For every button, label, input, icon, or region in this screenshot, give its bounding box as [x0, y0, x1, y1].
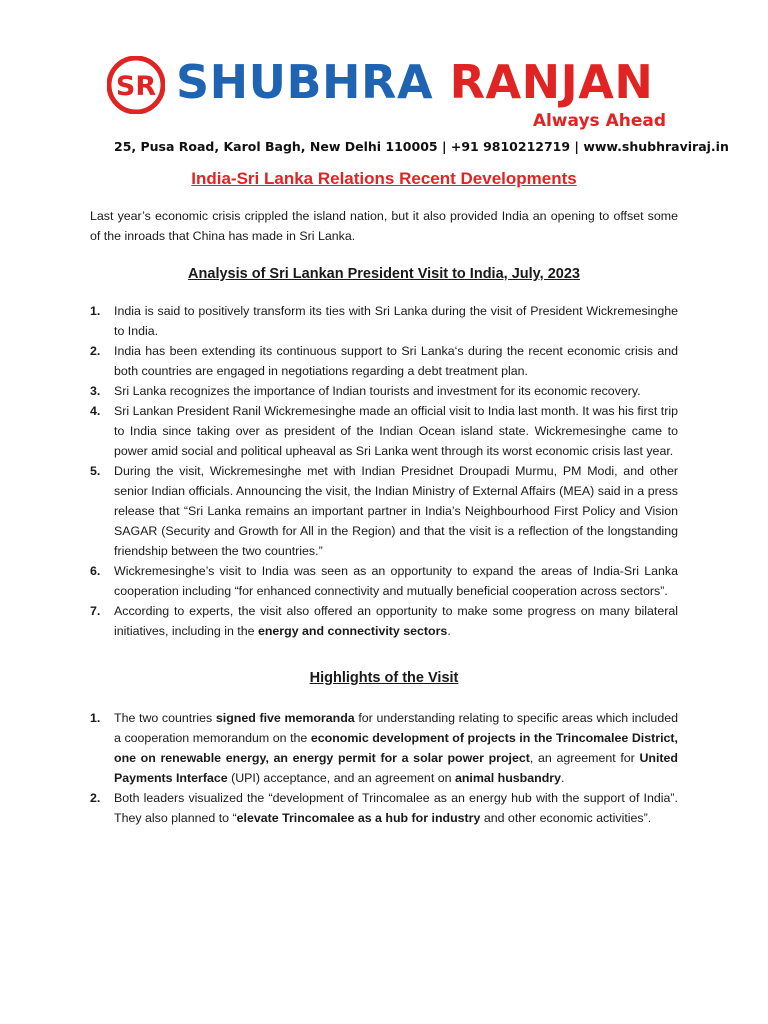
list-item-text: Wickremesinghe’s visit to India was seen as an opportunity to expand the areas of India-Sri Lanka cooperation including “for enhanced connectivity and mutually beneficial cooperation across sectors”. — [114, 564, 678, 598]
list-item-text: During the visit, Wickremesinghe met with Indian Presidnet Droupadi Murmu, PM Modi, and other senior Indian officials. Announcing the visit, the Indian Ministry of External Affairs (MEA) said in a press release that “Sri Lanka remains an important partner in India’s Neighbourhood First Policy and Vision SAGAR (Security and Growth for All in the Region) and that the visit is a reflection of the longstanding friendship between the two countries.” — [114, 464, 678, 558]
brand-name-part1: SHUBHRA — [176, 55, 434, 109]
document-title: India-Sri Lanka Relations Recent Developments — [191, 169, 577, 188]
list-item-text — [114, 791, 678, 825]
letterhead — [0, 0, 768, 165]
bold-text: signed five memoranda — [215, 711, 355, 725]
list-number: 1. — [90, 711, 101, 725]
section-heading-analysis: Analysis of Sri Lankan President Visit to India, July, 2023 — [188, 266, 580, 282]
text-run: and other economic activities”. — [480, 811, 652, 825]
bold-text: elevate Trincomalee as a hub for industry — [236, 811, 481, 825]
list-item — [90, 301, 678, 341]
list-item-text: India is said to positively transform its ties with Sri Lanka during the visit of President Wickremesinghe to India. — [114, 304, 678, 338]
list-item — [90, 461, 678, 561]
bold-text: animal husbandry — [454, 771, 561, 785]
intro-paragraph: Last year’s economic crisis crippled the island nation, but it also provided India an opening to offset some of the inroads that China has made in Sri Lanka. — [90, 209, 678, 243]
bold-text: energy and connectivity sectors — [257, 624, 448, 638]
list-item — [90, 561, 678, 601]
brand-name-part2: RANJAN — [449, 55, 654, 109]
list-item-text — [114, 711, 678, 785]
text-run: , an agreement for — [529, 751, 640, 765]
list-item — [90, 381, 678, 401]
text-run: According to experts, the visit also offered an opportunity to make some progress on many bilateral initiatives, including in the — [114, 604, 678, 638]
list-item — [90, 401, 678, 461]
list-item — [90, 601, 678, 641]
text-run: The two countries — [114, 711, 216, 725]
list-item-text: India has been extending its continuous support to Sri Lanka‘s during the recent economic crisis and both countries are engaged in negotiations regarding a debt treatment plan. — [114, 344, 678, 378]
list-item — [90, 708, 678, 788]
contact-line: 25, Pusa Road, Karol Bagh, New Delhi 110005 | +91 9810212719 | www.shubhraviraj.in — [114, 139, 729, 154]
svg-text:SR: SR — [115, 71, 157, 102]
brand-name — [176, 54, 653, 110]
list-number: 1. — [90, 304, 101, 318]
list-number: 4. — [90, 404, 101, 418]
highlights-list — [90, 708, 678, 828]
list-number: 2. — [90, 344, 101, 358]
brand-tagline: Always Ahead — [532, 111, 666, 131]
list-item — [90, 788, 678, 828]
list-item — [90, 341, 678, 381]
text-run: . — [560, 771, 565, 785]
document-body — [90, 164, 678, 828]
list-number: 2. — [90, 791, 101, 805]
list-number: 6. — [90, 564, 101, 578]
text-run: . — [447, 624, 451, 638]
list-number: 5. — [90, 464, 101, 478]
list-item-text — [114, 604, 678, 638]
list-number: 7. — [90, 604, 101, 618]
text-run: Both leaders visualized the “development of Trincomalee as an energy hub with the support of India”. They also planned to “ — [114, 791, 678, 825]
section-heading-highlights: Highlights of the Visit — [309, 670, 459, 686]
list-item-text: Sri Lankan President Ranil Wickremesinghe made an official visit to India last month. It was his first trip to India since taking over as president of the Indian Ocean island state. Wickremesinghe came to power amid social and political upheaval as Sri Lanka went through its worst economic crisis last year. — [114, 404, 678, 458]
list-item-text: Sri Lanka recognizes the importance of Indian tourists and investment for its economic recovery. — [114, 384, 641, 398]
list-number: 3. — [90, 384, 101, 398]
analysis-list — [90, 301, 678, 641]
bold-text: economic development of projects in the Trincomalee District, one on renewable energy, an energy permit for a solar power project — [114, 731, 678, 765]
text-run: for understanding relating to specific areas which included a cooperation memorandum on the — [114, 711, 678, 745]
bold-text: United Payments Interface — [114, 751, 678, 785]
shubhra-ranjan-logo — [107, 56, 165, 114]
text-run: (UPI) acceptance, and an agreement on — [227, 771, 455, 785]
